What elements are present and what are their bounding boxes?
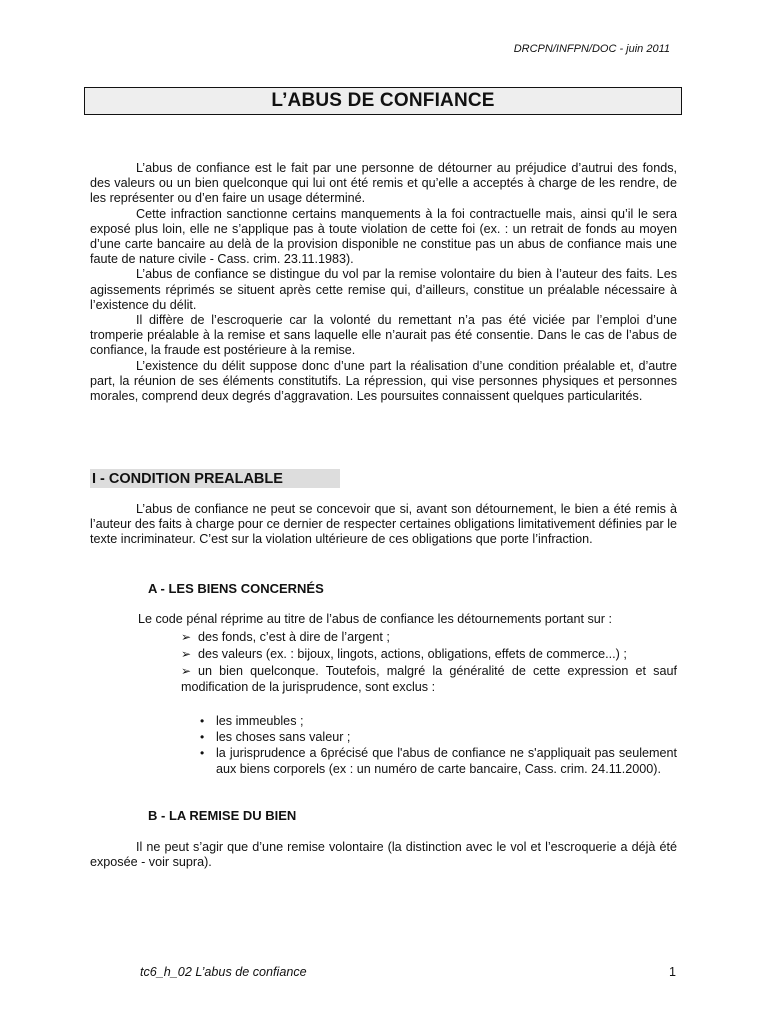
intro-paragraph: L’abus de confiance se distingue du vol par la remise volontaire du bien à l’auteur des faits. Les agissements réprimés se situent après cette remise qui, d’ailleurs, constitue un préalable nécessaire à l’existence du délit. [90,267,677,312]
biens-lead-text: Le code pénal réprime au titre de l’abus de confiance les détournements portant sur : [138,612,612,626]
arrow-bullet-icon: ➢ [181,630,192,644]
footer-document-id: tc6_h_02 L’abus de confiance [140,965,307,979]
footer-page-number: 1 [669,965,677,979]
bullet-list [200,714,677,778]
bullet-dot-icon: • [200,730,205,745]
document-title: L’ABUS DE CONFIANCE [271,90,495,111]
section1-paragraph: L’abus de confiance ne peut se concevoir que si, avant son détournement, le bien a été remis à l’auteur des faits à charge pour ce dernier de respecter certaines obligations limitativement définies par le texte incriminateur. C’est sur la violation ultérieure de ces obligations que porte l’infraction. [90,502,677,547]
list-item: ➢ un bien quelconque. Toutefois, malgré la généralité de cette expression et sauf modification de la jurisprudence, sont exclus : [181,664,677,694]
list-item: ➢ des fonds, c’est à dire de l’argent ; [181,630,390,644]
intro-paragraph: L’existence du délit suppose donc d’une part la réalisation d’une condition préalable et, d’autre part, la réunion de ses éléments constitutifs. La répression, qui vise personnes physiques et personnes morales, comprend deux degrés d’aggravation. Les poursuites connaissent quelques particularités. [90,358,677,404]
list-item: • les choses sans valeur ; [200,730,351,745]
list-item: • les immeubles ; [200,714,304,728]
section1-body [90,502,677,548]
section1b-body [90,840,677,870]
bullet-dot-icon: • [200,714,205,728]
list-item: ➢ des valeurs (ex. : bijoux, lingots, actions, obligations, effets de commerce...) ; [181,647,627,662]
section-heading-condition-prealable: I - CONDITION PREALABLE [90,469,340,488]
arrow-bullet-icon: ➢ [181,664,192,679]
subheading-remise-du-bien: B - LA REMISE DU BIEN [148,808,297,823]
arrow-bullet-icon: ➢ [181,647,192,662]
document-title-box [84,87,682,115]
list-item: • la jurisprudence a 6précisé que l'abus de confiance ne s'appliquait pas seulement aux biens corporels (ex : un numéro de carte bancaire, Cass. crim. 24.11.2000). [200,746,677,776]
intro-paragraph: Il diffère de l’escroquerie car la volonté du remettant n’a pas été viciée par l’emploi d’une tromperie préalable à la remise et sans laquelle elle n’aurait pas été consentie. Dans le cas de l’abus de confiance, la fraude est postérieure à la remise. [90,313,677,358]
document-reference: DRCPN/INFPN/DOC - juin 2011 [513,43,670,55]
intro-paragraph: L’abus de confiance est le fait par une personne de détourner au préjudice d’autrui des fonds, des valeurs ou un bien quelconque qui lui ont été remis et qu’elle a acceptés à charge de les rendre, de les représenter ou d’en faire un usage déterminé. [90,161,677,206]
bullet-dot-icon: • [200,746,205,761]
arrow-list [181,630,677,697]
remise-paragraph: Il ne peut s’agir que d’une remise volontaire (la distinction avec le vol et l’escroquerie a déjà été exposée - voir supra). [90,840,677,870]
intro-section [90,161,677,404]
intro-paragraph: Cette infraction sanctionne certains manquements à la foi contractuelle mais, ainsi qu’il le sera exposé plus loin, elle ne s’applique pas à toute violation de cette foi (ex. : un retrait de fonds au moyen d’une carte bancaire au delà de la provision disponible ne constitue pas un abus de confiance mais une faute de nature civile - Cass. crim. 23.11.1983). [90,206,677,267]
subheading-biens-concernes: A - LES BIENS CONCERNÉS [148,581,324,596]
